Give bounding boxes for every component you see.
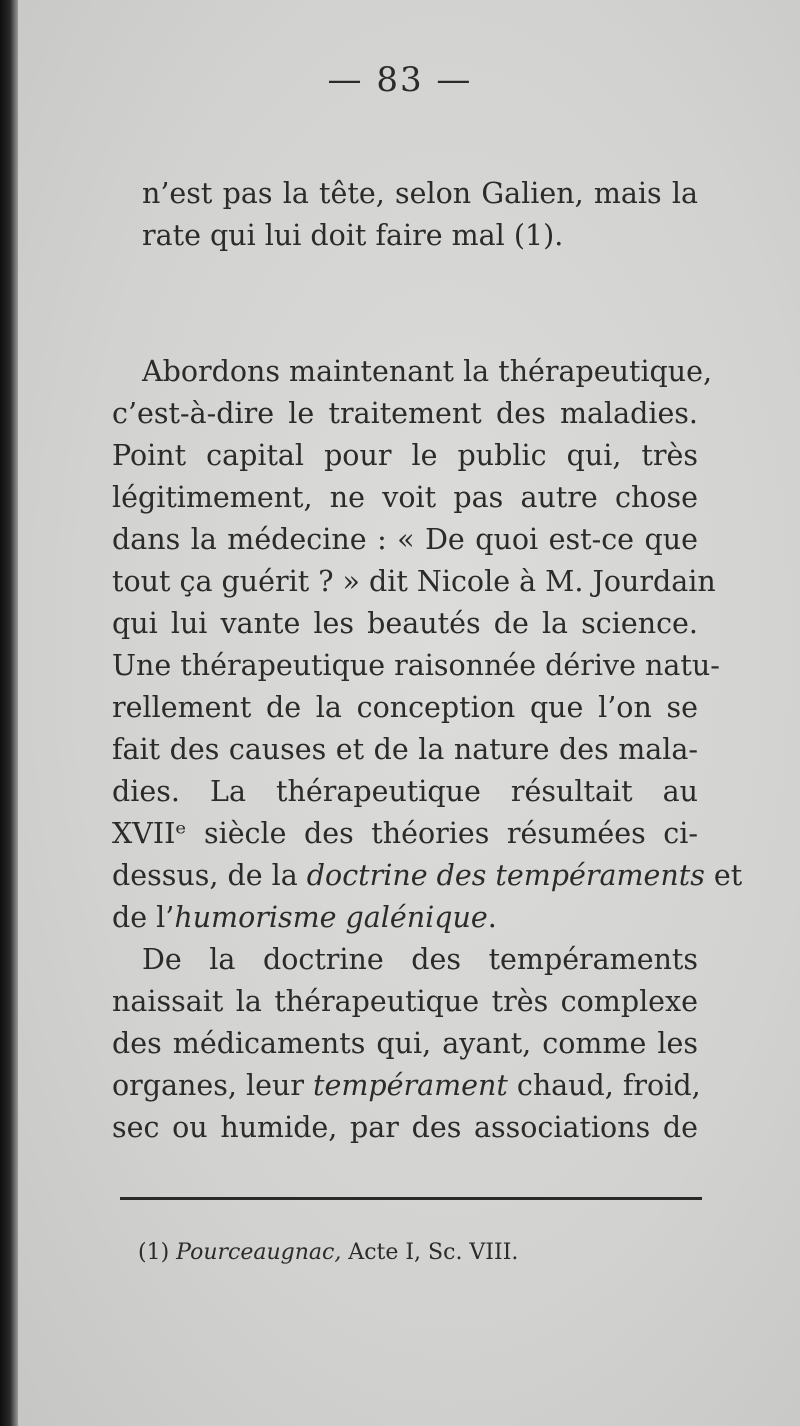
text-line [112, 732, 698, 768]
footnote [138, 1238, 518, 1268]
text-line [142, 218, 563, 254]
text-line [142, 354, 713, 390]
text-span: tout ça guérit ? » dit Nicole à M. Jourdain [112, 565, 716, 598]
text-span: organes, leur [112, 1069, 314, 1102]
text-line [142, 176, 698, 212]
footnote-title: Pourceaugnac, [176, 1240, 342, 1265]
text-span: légitimement, ne voit pas autre chose [112, 481, 698, 514]
text-line [112, 984, 698, 1020]
text-line [112, 690, 698, 726]
text-line [112, 816, 698, 852]
text-span: Point capital pour le public qui, très [112, 439, 698, 472]
text-span: . [487, 901, 497, 934]
text-span: rate qui lui doit faire mal (1). [142, 219, 564, 252]
italic-text: doctrine des tempéraments [306, 859, 705, 892]
page-number: — 83 — [327, 60, 473, 100]
text-span: dessus, de la [112, 859, 307, 892]
text-span: fait des causes et de la nature des mala- [112, 733, 698, 766]
text-line [112, 606, 698, 642]
text-line [112, 522, 698, 558]
book-spine-shadow [0, 0, 18, 1426]
text-span: dans la médecine : « De quoi est-ce que [112, 523, 698, 556]
text-span: rellement de la conception que l’on se [112, 691, 698, 724]
text-span: c’est-à-dire le traitement des maladies. [112, 397, 698, 430]
footnote-marker: (1) [138, 1240, 177, 1265]
text-span: sec ou humide, par des associations de [112, 1111, 698, 1144]
text-span: qui lui vante les beautés de la science. [112, 607, 698, 640]
text-line [112, 480, 698, 516]
text-line [142, 942, 698, 978]
text-span: naissait la thérapeutique très complexe [112, 985, 698, 1018]
text-span: de l’ [112, 901, 175, 934]
text-span: dies. La thérapeutique résultait au [112, 775, 698, 808]
text-span: n’est pas la tête, selon Galien, mais la [142, 177, 698, 210]
text-line [112, 774, 698, 810]
text-line [112, 648, 720, 684]
text-span: Abordons maintenant la thérapeutique, [142, 355, 713, 388]
text-span: des médicaments qui, ayant, comme les [112, 1027, 698, 1060]
text-span: et [704, 859, 743, 892]
text-line [112, 438, 698, 474]
text-span: De la doctrine des tempéraments [142, 943, 698, 976]
text-span: Une thérapeutique raisonnée dérive natu- [112, 649, 720, 682]
text-line [112, 1110, 698, 1146]
text-line [112, 858, 743, 894]
italic-text: humorisme galénique [174, 901, 488, 934]
text-line [112, 900, 698, 936]
footnote-rest: Acte I, Sc. VIII. [341, 1240, 519, 1265]
text-span: chaud, froid, [507, 1069, 701, 1102]
footnote-rule [120, 1197, 702, 1200]
text-line [112, 1068, 701, 1104]
text-span: XVIIᵉ siècle des théories résumées ci- [112, 817, 698, 850]
text-line [112, 396, 698, 432]
text-line [112, 1026, 698, 1062]
text-line [112, 564, 716, 600]
italic-text: tempérament [313, 1069, 508, 1102]
